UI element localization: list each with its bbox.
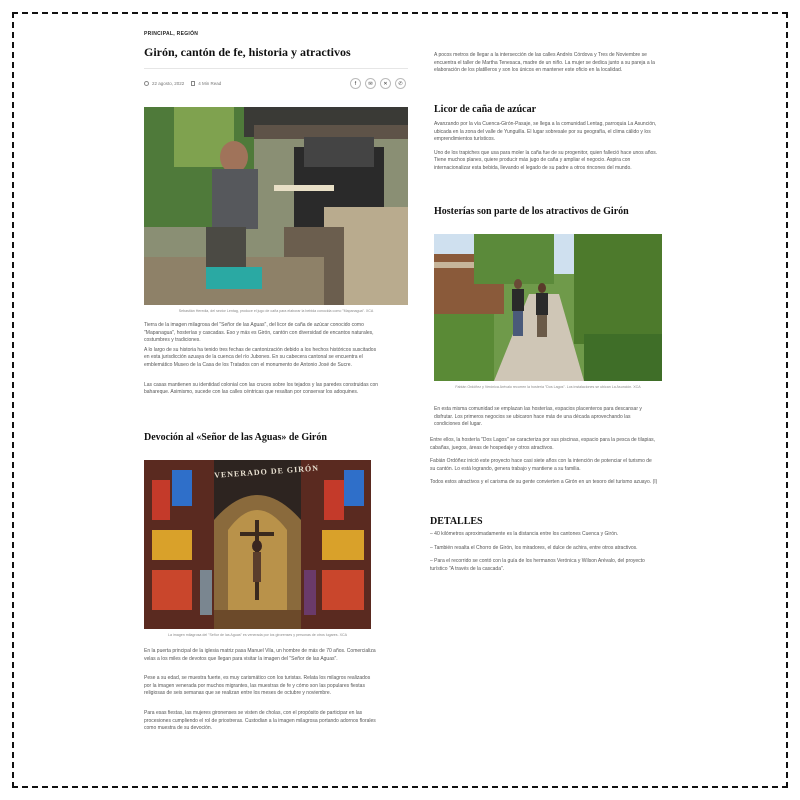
left-body-1 <box>144 322 380 397</box>
paragraph: A lo largo de su historia ha tenido tres fechas de cantonización debido a los hechos históricos suscitados en esta jurisdicción azuaya de la cuenca del río Jubones. En su cabecera cantonal se encuentra el emblemático Museo de la Casa de los Tratados con el monumento de Antonio José de Sucre. <box>144 346 377 368</box>
paragraph: Uno de los trapiches que usa para moler la caña fue de su progenitor, quien falleció hace unos años. Tiene muchos planes, quiere producir más jugo de caña y ampliar el negocio. Aspira con internacionalizar esta bebida, llevando el legado de su padre a otros rincones del mundo. <box>434 149 658 171</box>
x-icon[interactable]: ✕ <box>380 78 391 89</box>
paragraph: Entre ellos, la hostería "Dos Lagos" se caracteriza por sus piscinas, espacio para la pesca de tilapias, cabañas, juegos, áreas de hospedaje y otros atractivos. <box>430 437 656 451</box>
photo-trapiche <box>144 107 408 305</box>
clock-icon <box>144 81 149 86</box>
paragraph: Tierra de la imagen milagrosa del "Señor de las Aguas", del licor de caña de azúcar conocido como "Mapanagua", hosterías y cascadas. Eso y más es Girón, cantón con diversidad de encantos naturales, costumbres y tradiciones. <box>144 322 374 344</box>
category-kicker[interactable]: PRINCIPAL, REGIÓN <box>144 31 199 37</box>
paragraph: En esta misma comunidad se emplazan las hosterías, espacios placenteros para descansar y disfrutar. Los primeros negocios se ubicaron hace más de una década aprovechando las condiciones del lugar. <box>434 406 642 428</box>
hosterias-body-2 <box>430 437 658 487</box>
heading-licor: Licor de caña de azúcar <box>434 104 537 115</box>
church-sign: VENERADO DE GIRÓN <box>213 463 320 480</box>
photo-trapiche-image <box>144 107 408 305</box>
share-bar <box>350 78 406 89</box>
photo-hosteria-caption: Fabián Ordóñez y Verónica Arévalo recorren la hostería "Dos Lagos". Los instalaciones se ubican La Asunción. XCA <box>455 385 641 389</box>
facebook-icon[interactable]: f <box>350 78 361 89</box>
read-time: 4 Min Read <box>198 81 222 86</box>
photo-hosteria-image <box>434 234 662 381</box>
licor-body <box>434 121 662 173</box>
hosterias-body-1 <box>434 406 656 429</box>
paragraph: Pese a su edad, se muestra fuerte, es muy carismático con los turistas. Relata los milagros realizados por la imagen venerada por muchos migrantes, las muestras de fe y cómo son las populares fiestas religiosas de seis semanas que se realizan entre los meses de octubre y noviembre. <box>144 675 371 697</box>
left-body-2 <box>144 648 376 733</box>
title-divider <box>144 68 408 69</box>
list-item: – 40 kilómetros aproximadamente es la distancia entre los cantones Cuenca y Girón. <box>430 531 619 537</box>
right-intro <box>434 52 662 75</box>
paragraph: Avanzando por la vía Cuenca-Girón-Pasaje, se llega a la comunidad Lentag, parroquia La Asunción, ubicada en la zona del valle de Yunguilla. El lugar sobresale por su geografía, el clima cálido y los emprendimientos turísticos. <box>434 121 657 143</box>
heading-detalles: DETALLES <box>430 516 483 527</box>
paragraph: Las casas mantienen su identidad colonial con las cruces sobre los tejados y las paredes construidas con bahareque. Asimismo, sucede con las calles céntricas que resaltan por conservar los adoquines. <box>144 381 379 396</box>
paragraph: Fabián Ordóñez inició este proyecto hace casi siete años con la intención de potenciar el turismo de su cantón. Lo está logrando, genera trabajo y mantiene a su familia. <box>430 458 652 472</box>
article-meta <box>144 81 221 86</box>
photo-hosteria <box>434 234 662 381</box>
whatsapp-icon[interactable]: ✆ <box>395 78 406 89</box>
mail-icon[interactable]: ✉ <box>365 78 376 89</box>
paragraph: A pocos metros de llegar a la intersección de las calles Andrés Córdova y Tres de Noviembre se encuentra el taller de Martha Tenesaca, madre de un niño. La mujer se dedica junto a su pareja a la elaboración de los platilleros y son los únicos en mantener este oficio en la localidad. <box>434 52 655 74</box>
document-icon <box>191 81 195 86</box>
paragraph: Para esas fiestas, las mujeres gironenses se visten de cholas, con el propósito de participar en las procesiones cumpliendo el rol de priostreras. Custodian a la imagen milagrosa portando adornos florales como muestra de su devoción. <box>144 709 376 732</box>
list-item: – También resalta el Chorro de Girón, los miradores, el dulce de achira, entre otros atractivos. <box>430 544 638 551</box>
heading-hosterias: Hosterías son parte de los atractivos de Girón <box>434 206 629 217</box>
article-title: Girón, cantón de fe, historia y atractivos <box>144 45 351 59</box>
photo-church-caption: La imagen milagrosa del "Señor de las Aguas" es venerada por los girorenses y personas de otros lugares. XCA <box>168 633 347 637</box>
photo-church-image <box>144 460 371 629</box>
paragraph: En la puerta principal de la iglesia matriz pasa Manuel Vila, un hombre de más de 70 años. Comercializa velas a los miles de devotos que llegan para visitar la imagen del "Señor de las Aguas". <box>144 648 376 662</box>
photo-senor-de-las-aguas <box>144 460 371 629</box>
photo-trapiche-caption: Sebastián Heredia, del sector Lentag, produce el jugo de caña para elaborar la bebida conocida como "Mapanagua". XCA <box>178 309 374 313</box>
heading-devocion: Devoción al «Señor de las Aguas» de Girón <box>144 432 327 443</box>
list-item: – Para el recorrido se contó con la guía de los hermanos Verónica y Wilson Arévalo, del proyecto turístico "A través de la cascada". <box>430 558 645 572</box>
detalles-list <box>430 531 658 573</box>
publish-date: 22 agosto, 2022 <box>152 81 185 86</box>
paragraph: Todos estos atractivos y el carisma de su gente convierten a Girón en un tesoro del turismo azuayo. (I) <box>430 479 658 486</box>
